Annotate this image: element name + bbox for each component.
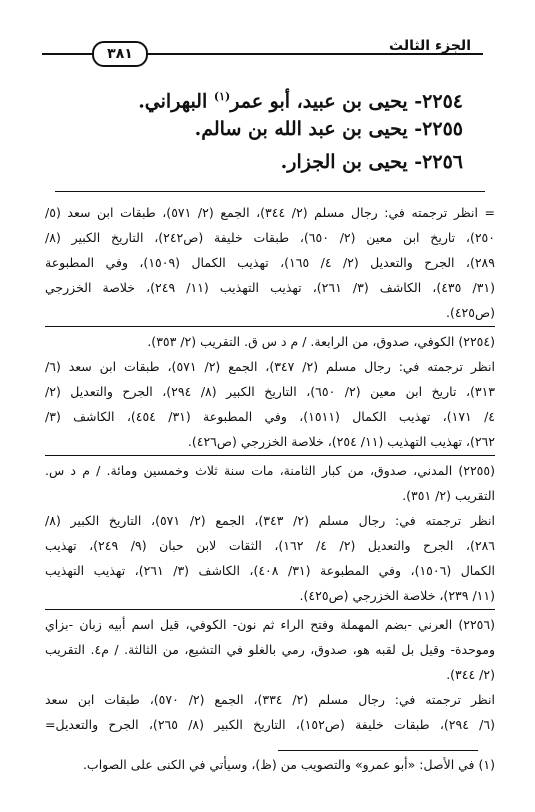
note-line: ٣١٣)، تاريخ ابن معين (٢/ ٦٥٠)، التاريخ الكبير (٨/ ٢٩٤)، الجرح والتعديل (٢/ [45, 384, 495, 399]
note-line: (٢٢٥٥) المدني، صدوق، من كبار الثامنة، مات سنة ثلاث وخمسين ومائة. / م د س. [45, 463, 495, 478]
note-line: (٣١/ ٤٣٥)، الكاشف (٣/ ٢٦١)، تهذيب التهذيب (١١/ ٢٤٩)، خلاصة الخزرجي [45, 280, 495, 295]
page-number: ٣٨١ [92, 41, 148, 67]
entry-2256 [63, 146, 463, 179]
footnote-rule [278, 750, 478, 751]
entry-text: ٢٢٥٥- يحيى بن عبد الله بن سالم. [194, 118, 463, 140]
note-line: التقريب (٢/ ٣٥١). [402, 488, 495, 503]
note-line: ٢٨٦)، الجرح والتعديل (٢/ ٤/ ١٦٢)، الثقات لابن حبان (٩/ ٢٤٩)، تهذيب [45, 538, 495, 553]
note-line: = انظر ترجمته في: رجال مسلم (٢/ ٣٤٤)، الجمع (٢/ ٥٧١)، طبقات ابن سعد (٥/ [45, 205, 495, 220]
note-line: انظر ترجمته في: رجال مسلم (٢/ ٣٤٣)، الجمع (٢/ ٥٧١)، التاريخ الكبير (٨/ [45, 513, 495, 528]
running-header-title: الجزء الثالث [389, 38, 471, 54]
note-line: ٢٨٩)، الجرح والتعديل (٢/ ٤/ ١٦٥)، تهذيب الكمال (١٥٠٩)، وفي المطبوعة [45, 255, 495, 270]
note-divider [45, 455, 495, 456]
entry-text: ٢٢٥٤- يحيى بن عبيد، أبو عمر [230, 90, 463, 113]
note-line: وموحدة- وقيل بل لقبه هو، صدوق، رمي بالغلو في التشيع، من الثالثة. / م٤. التقريب [45, 642, 495, 657]
entry-text-tail: البهراني. [138, 90, 214, 113]
footnote: (١) في الأصل: «أبو عمرو» والتصويب من (ظ)، وسيأتي في الكنى على الصواب. [82, 757, 495, 772]
note-continuation [45, 200, 495, 325]
note-2254 [45, 329, 495, 454]
note-line: (٢٢٥٦) العرني -بضم المهملة وفتح الراء ثم نون- الكوفي، قيل اسم أبيه زبان -بزاي [45, 617, 495, 632]
entry-text: ٢٢٥٦- يحيى بن الجزار. [280, 151, 463, 173]
note-line: ٤/ ١٧١)، تهذيب الكمال (١٥١١)، وفي المطبوعة (٣١/ ٤٥٤)، الكاشف (٣/ [45, 409, 495, 424]
note-line: ٢٦٢)، تهذيب التهذيب (١١/ ٢٥٤)، خلاصة الخزرجي (ص٤٢٦). [187, 434, 495, 449]
note-line: انظر ترجمته في: رجال مسلم (٢/ ٣٤٧)، الجمع (٢/ ٥٧١)، طبقات ابن سعد (٦/ [45, 359, 495, 374]
note-2256 [45, 612, 495, 737]
entry-2255 [63, 113, 463, 146]
note-2255 [45, 458, 495, 608]
notes-section [45, 200, 495, 737]
note-line: (ص٤٢٥). [445, 305, 495, 320]
note-line: (٢/ ٣٤٤). [446, 667, 495, 682]
note-divider [45, 609, 495, 610]
note-line: (٦/ ٢٩٤)، طبقات خليفة (ص١٥٢)، التاريخ الكبير (٨/ ٢٦٥)، الجرح والتعديل= [45, 717, 495, 732]
note-line: (٢٢٥٤) الكوفي، صدوق، من الرابعة. / م د س ق. التقريب (٢/ ٣٥٣). [147, 334, 495, 349]
note-line: ٢٥٠)، تاريخ ابن معين (٢/ ٦٥٠)، طبقات خليفة (ص٢٤٢)، التاريخ الكبير (٨/ [45, 230, 495, 245]
note-divider [45, 326, 495, 327]
footnote-marker: (١) [213, 90, 231, 103]
note-line: الكمال (١٥٠٦)، وفي المطبوعة (٣١/ ٤٠٨)، الكاشف (٣/ ٢٦١)، تهذيب التهذيب [45, 563, 495, 578]
note-line: انظر ترجمته في: رجال مسلم (٢/ ٣٣٤)، الجمع (٢/ ٥٧٠)، طبقات ابن سعد [45, 692, 495, 707]
entries-list [63, 80, 463, 179]
entry-2254 [63, 80, 463, 113]
note-line: (١١/ ٢٣٩)، خلاصة الخزرجي (ص٤٢٥). [299, 588, 495, 603]
notes-separator [55, 191, 485, 192]
